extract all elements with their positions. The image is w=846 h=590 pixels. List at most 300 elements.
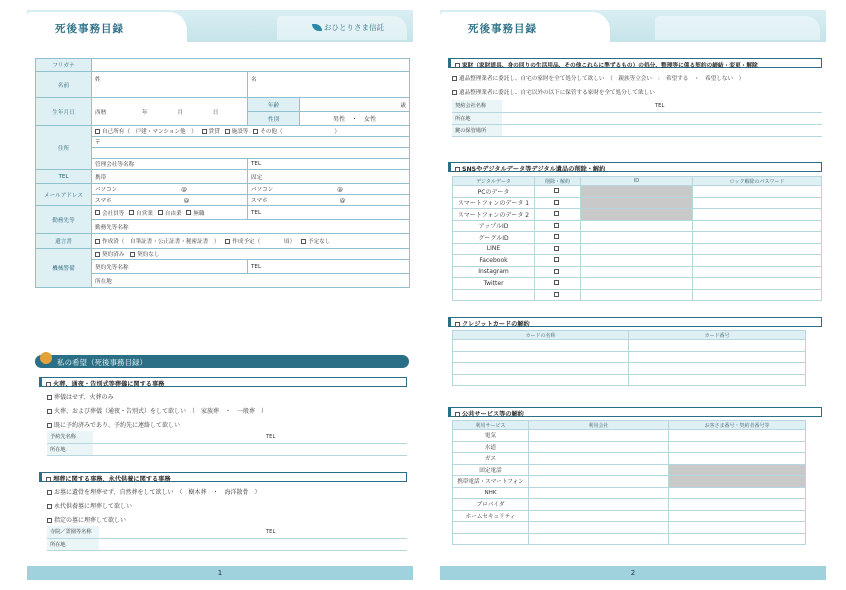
reservation-location-label: 所在地 [47,443,93,455]
table-row [453,351,806,363]
page-2-number: 2 [630,569,636,577]
funeral-opt2-label: 火葬、および葬儀（通夜・告別式）をして欲しい （ 家族葬 ・ 一般葬 ） [54,408,268,415]
sp-label-2: スマホ [251,198,268,204]
furniture-opt2-label: 遺品整理業者に委託し、自宅以外の以下に保管する家財を全て処分して欲しい [459,90,655,96]
digital-password-field[interactable] [693,255,822,267]
at-mark-2: @ [337,187,343,193]
given-name-field[interactable] [248,72,410,98]
funeral-opt2-checkbox[interactable] [47,409,52,414]
pc-label-1: パソコン [95,187,118,193]
funeral-option-3 [47,420,180,429]
digital-password-field[interactable] [693,197,822,209]
furniture-checkbox[interactable] [455,63,460,68]
utility-customer-number-field[interactable] [669,476,806,488]
temple-tel-field[interactable] [263,526,407,538]
sai-label: 歳 [400,102,406,109]
male-option[interactable]: 男性 [332,116,346,123]
utility-customer-number-field[interactable] [669,464,806,476]
page-1-number: 1 [217,569,223,577]
utility-company-field[interactable] [529,476,669,488]
contract-tel-label: TEL [655,102,665,109]
not-contracted-label: 契約なし [137,252,160,258]
gender-field[interactable] [300,112,410,126]
table-row [453,186,822,198]
utility-customer-number-field[interactable] [669,453,806,465]
employee-label: 会社員等 [102,210,125,217]
utility-header-row [453,421,806,430]
utility-customer-number-field[interactable] [669,487,806,499]
card-number-field[interactable] [629,363,806,375]
work-name-field[interactable] [92,220,410,234]
digital-title: SNSやデジタルデータ等デジタル遺品の削除・解約 [462,166,606,173]
burial-title: 埋葬に関する事務、永代供養に関する事務 [53,476,171,483]
will-none-checkbox[interactable] [301,239,306,244]
digital-item-label: アップルID [453,220,535,232]
utility-heading [448,407,822,417]
burial-opt2-checkbox[interactable] [47,504,52,509]
utility-company-field[interactable] [529,510,669,522]
delete-checkbox[interactable] [554,257,559,262]
digital-item-label: Twitter [453,278,535,290]
utility-customer-number-field[interactable] [669,441,806,453]
utility-service-label: ガス [453,453,529,465]
gender-label: 性別 [248,112,300,126]
name-label: 名前 [36,72,92,98]
delete-checkbox-cell [535,232,581,244]
email-label: メールアドレス [36,184,92,206]
burial-opt1-checkbox[interactable] [47,490,52,495]
will-when-label: 頃） [284,239,296,245]
digital-item-label: スマートフォンのデータ 2 [453,209,535,221]
mgmt-tel-label: TEL [251,161,262,167]
furniture-title: 家財（家財道具、身の回りの生活用品、その他これらに準ずるもの）の処分、整理等に係る契約の締結・変更・解除 [462,63,758,69]
furniture-location-field[interactable] [502,112,822,124]
mobile-label: 携帯 [95,174,107,181]
utility-customer-number-field[interactable] [669,533,806,545]
digital-item-label: PCのデータ [453,186,535,198]
credit-table [452,330,806,386]
delete-checkbox-cell [535,243,581,255]
digital-header-3: ロック解除のパスワード [693,177,822,186]
utility-company-field[interactable] [529,499,669,511]
utility-table [452,420,806,545]
wishes-section-title: 私の希望（死後事務目録） [57,358,147,367]
digital-item-label: グーグルID [453,232,535,244]
utility-header-2: お客さま番号・契約者番号等 [669,421,806,430]
table-row [453,487,806,499]
table-row [453,289,822,301]
utility-company-field[interactable] [529,453,669,465]
table-row [453,232,822,244]
digital-header-0: デジタルデータ [453,177,535,186]
facility-checkbox[interactable] [225,129,230,134]
utility-header-0: 利用サービス [453,421,529,430]
work-type-row [92,206,248,220]
birthday-field[interactable] [92,98,248,126]
furniture-opt1-checkbox[interactable] [452,76,457,81]
digital-password-field[interactable] [693,266,822,278]
utility-service-label: NHK [453,487,529,499]
funeral-option-2 [47,406,267,415]
digital-item-label: スマートフォンのデータ 1 [453,197,535,209]
freelance-label: 自由業 [164,210,182,217]
digital-password-field[interactable] [693,209,822,221]
temple-tel-label: TEL [266,528,276,535]
self-employed-label: 自営業 [136,210,153,217]
utility-customer-number-field[interactable] [669,430,806,442]
digital-header-row [453,177,822,186]
reservation-tel-label: TEL [266,433,276,440]
table-row [453,441,806,453]
burial-opt2-label: 永代供養墓に埋葬して欲しい [54,503,133,510]
own-house-label: 自己所有（ 戸建・マンション他 ） [102,129,197,135]
digital-item-label: Instagram [453,266,535,278]
table-row [453,464,806,476]
postal-field[interactable] [92,137,410,148]
employee-checkbox[interactable] [95,210,100,215]
birthday-label: 生年月日 [36,98,92,126]
table-row [453,363,806,375]
contractor-tel-field[interactable] [248,260,410,274]
delete-checkbox[interactable] [554,246,559,251]
temple-location-field[interactable] [99,538,407,550]
work-label: 勤務先等 [36,206,92,234]
delete-checkbox-cell [535,255,581,267]
day-label: 日 [212,109,219,116]
sp-label-1: スマホ [95,198,112,204]
digital-id-field[interactable] [581,197,693,209]
will-plan-label: 作成予定（ [232,239,261,245]
table-row [453,430,806,442]
key-place-label: 鍵の保管場所 [452,124,502,136]
credit-heading [448,317,822,327]
card-number-field[interactable] [629,351,806,363]
contract-company-field[interactable] [502,100,652,112]
rent-checkbox[interactable] [202,129,207,134]
table-row [453,197,822,209]
digital-item-label: LINE [453,243,535,255]
digital-table [452,176,822,301]
contractor-tel-label: TEL [251,263,262,270]
work-tel-label: TEL [251,209,262,216]
postal-mark: 〒 [95,140,101,146]
at-mark-4: @ [339,198,346,204]
funeral-opt3-label: 既に予約済みであり、予約先に連絡して欲しい [54,422,181,429]
table-row [453,499,806,511]
digital-password-field[interactable] [693,186,822,198]
contractor-location-field[interactable] [92,274,410,288]
page-1-tab-title: 死後事務目録 [27,12,187,42]
tel-label: TEL [36,170,92,184]
funeral-title: 火葬、通夜・告別式等葬儀に関する事務 [53,381,165,388]
mgmt-company-field[interactable] [92,159,248,170]
utility-service-label: 電気 [453,430,529,442]
ghost-tab-2 [655,16,820,40]
table-row [453,266,822,278]
year-label: 年 [141,109,148,116]
will-none-label: 予定なし [308,239,331,245]
digital-id-field[interactable] [581,278,693,290]
burial-heading [39,472,407,482]
address-field[interactable] [92,148,410,159]
funeral-opt1-label: 葬儀はせず、火葬のみ [54,394,114,401]
at-mark-1: @ [181,187,187,193]
delete-checkbox[interactable] [554,211,559,216]
at-mark-3: @ [183,198,190,204]
card-number-field[interactable] [629,340,806,352]
reservation-name-field[interactable] [93,431,263,443]
delete-checkbox-cell [535,289,581,301]
card-name-field[interactable] [453,340,629,352]
table-row [453,243,822,255]
work-tel-field[interactable] [248,206,410,220]
digital-id-field[interactable] [581,232,693,244]
funeral-reservation-table [47,431,407,456]
furniture-location-label: 所在地 [452,112,502,124]
digital-password-field[interactable] [693,232,822,244]
landline-label: 固定 [251,174,263,181]
table-row [453,374,806,386]
utility-service-label: 水道 [453,441,529,453]
funeral-heading [39,377,407,387]
furniture-contract-table [452,100,822,137]
page-1 [27,10,413,580]
contracted-label: 契約済み [102,252,125,258]
table-row [453,220,822,232]
burial-opt3-checkbox[interactable] [47,518,52,523]
freelance-checkbox[interactable] [158,210,163,215]
facility-label: 施設等 [231,129,249,135]
funeral-opt1-checkbox[interactable] [47,395,52,400]
key-place-field[interactable] [502,124,822,136]
delete-checkbox[interactable] [554,234,559,239]
table-row [453,209,822,221]
utility-service-label [453,522,529,534]
furniture-option-2 [452,88,655,96]
mobile-field[interactable] [92,170,248,184]
logo [312,22,384,33]
table-row [453,255,822,267]
surname-label: 姓 [95,77,101,83]
digital-id-field[interactable] [581,220,693,232]
credit-header-0: カードの名称 [453,331,629,340]
burial-opt1-label: お墓に遺骨を埋葬せず、自然葬をして欲しい （ 樹木葬 ・ 海洋散骨 ） [54,489,261,496]
digital-item-label: Facebook [453,255,535,267]
table-row [453,533,806,545]
page-2-footer [440,566,826,580]
other-label: その他（ [260,129,283,135]
delete-checkbox-cell [535,278,581,290]
burial-opt3-label: 指定の墓に埋葬して欲しい [54,517,127,524]
furniture-heading [448,58,822,68]
digital-id-field[interactable] [581,255,693,267]
given-name-label: 名 [251,77,257,83]
utility-service-label: 固定電話 [453,464,529,476]
age-field[interactable] [300,98,410,112]
utility-company-field[interactable] [529,522,669,534]
burial-option-1 [47,487,261,496]
burial-temple-table [47,526,407,551]
digital-header-2: ID [581,177,693,186]
contractor-location-label: 所在地 [95,278,112,285]
utility-company-field[interactable] [529,441,669,453]
rent-label: 賃貸 [208,129,220,135]
utility-service-label [453,533,529,545]
other-checkbox[interactable] [253,129,258,134]
will-made-label: 作成済（ 自筆証書・公正証書・秘密証書 ） [102,239,220,245]
utility-header-1: 利用会社 [529,421,669,430]
landline-field[interactable] [248,170,410,184]
burial-option-3 [47,515,126,524]
temple-name-label: 寺院／霊園等名称 [47,526,99,538]
digital-password-field[interactable] [693,243,822,255]
digital-id-field[interactable] [581,266,693,278]
digital-id-field[interactable] [581,243,693,255]
furniture-opt1-label: 遺品整理業者に委託し、自宅の家財を全て処分して欲しい （ 親族等立会い ： 希望する ・ 希望しない ） [459,76,745,82]
address-label: 住所 [36,126,92,170]
credit-header-1: カード番号 [629,331,806,340]
digital-checkbox[interactable] [455,167,460,172]
digital-id-field[interactable] [581,186,693,198]
unemployed-label: 無職 [193,210,205,217]
delete-checkbox[interactable] [554,280,559,285]
utility-company-field[interactable] [529,430,669,442]
month-label: 月 [177,109,183,116]
profile-table [35,58,410,288]
digital-item-label [453,289,535,301]
table-row [453,522,806,534]
temple-location-label: 所在地 [47,538,99,550]
utility-service-label: 携帯電話・スマートフォン [453,476,529,488]
table-row [453,510,806,522]
digital-id-field[interactable] [581,209,693,221]
reservation-location-field[interactable] [93,443,407,455]
delete-checkbox[interactable] [554,292,559,297]
own-house-checkbox[interactable] [95,129,100,134]
mgmt-tel-field[interactable] [248,159,410,170]
leaf-icon [312,24,322,31]
page-1-footer [27,566,413,580]
table-row [453,453,806,465]
funeral-opt3-checkbox[interactable] [47,423,52,428]
residence-type-row [92,126,410,137]
credit-header-row [453,331,806,340]
utility-customer-number-field[interactable] [669,522,806,534]
utility-customer-number-field[interactable] [669,499,806,511]
delete-checkbox-cell [535,197,581,209]
mgmt-company-label: 管理会社等名称 [95,162,135,168]
delete-checkbox[interactable] [554,269,559,274]
temple-name-field[interactable] [99,526,263,538]
utility-checkbox[interactable] [455,412,460,417]
utility-company-field[interactable] [529,487,669,499]
utility-title: 公共サービス等の解約 [462,411,524,418]
furniture-opt2-checkbox[interactable] [452,90,457,95]
work-name-label: 勤務先等名称 [95,224,129,231]
sp-email-2[interactable] [248,195,410,206]
utility-customer-number-field[interactable] [669,510,806,522]
contracted-checkbox[interactable] [95,252,100,257]
burial-checkbox[interactable] [46,477,51,482]
delete-checkbox-cell [535,209,581,221]
contract-company-label: 契約会社名称 [452,100,502,112]
digital-header-1: 削除・解約 [535,177,581,186]
delete-checkbox[interactable] [554,223,559,228]
digital-password-field[interactable] [693,289,822,301]
page-2-tab-title: 死後事務目録 [440,12,610,42]
table-row [453,476,806,488]
card-number-field[interactable] [629,374,806,386]
will-row [92,234,410,249]
delete-checkbox[interactable] [554,200,559,205]
digital-password-field[interactable] [693,278,822,290]
surname-field[interactable] [92,72,248,98]
contractor-field[interactable] [92,260,248,274]
logo-text: おひとりさま信託 [324,23,384,32]
pc-email-2[interactable] [248,184,410,195]
utility-company-field[interactable] [529,464,669,476]
sp-email-1[interactable] [92,195,248,206]
reservation-tel-field[interactable] [263,431,407,443]
security-contract-row [92,249,410,260]
furigana-label: フリガナ [36,59,92,72]
furniture-option-1 [452,74,744,82]
credit-title: クレジットカードの解約 [462,321,530,328]
digital-password-field[interactable] [693,220,822,232]
digital-heading [448,162,822,172]
delete-checkbox-cell [535,186,581,198]
age-label: 年齢 [248,98,300,112]
pc-label-2: パソコン [251,187,274,193]
card-name-field[interactable] [453,374,629,386]
furigana-field[interactable] [92,59,410,72]
self-employed-checkbox[interactable] [129,210,134,215]
digital-id-field[interactable] [581,289,693,301]
flower-icon [40,352,52,364]
funeral-option-1 [47,392,114,401]
gender-dot: ・ [351,116,358,123]
will-label: 遺言書 [36,234,92,249]
utility-service-label: プロバイダ [453,499,529,511]
delete-checkbox-cell [535,220,581,232]
will-plan-checkbox[interactable] [225,239,230,244]
not-contracted-checkbox[interactable] [130,252,135,257]
utility-service-label: ホームセキュリティ [453,510,529,522]
will-made-checkbox[interactable] [95,239,100,244]
funeral-checkbox[interactable] [46,382,51,387]
contract-tel-field[interactable] [652,100,822,112]
burial-option-2 [47,501,132,510]
delete-checkbox-cell [535,266,581,278]
other-close-paren: ） [334,129,340,135]
card-name-field[interactable] [453,351,629,363]
utility-company-field[interactable] [529,533,669,545]
delete-checkbox[interactable] [554,188,559,193]
credit-checkbox[interactable] [455,322,460,327]
wishes-section-bar [35,355,409,368]
card-name-field[interactable] [453,363,629,375]
page-2 [440,10,826,580]
pc-email-1[interactable] [92,184,248,195]
table-row [453,340,806,352]
seireki-label: 西暦 [95,109,107,116]
security-label: 機械警備 [36,249,92,288]
female-option[interactable]: 女性 [363,116,377,123]
reservation-name-label: 予約先名称 [47,431,93,443]
contractor-label: 契約先等名称 [95,264,129,271]
table-row [453,278,822,290]
unemployed-checkbox[interactable] [186,210,191,215]
